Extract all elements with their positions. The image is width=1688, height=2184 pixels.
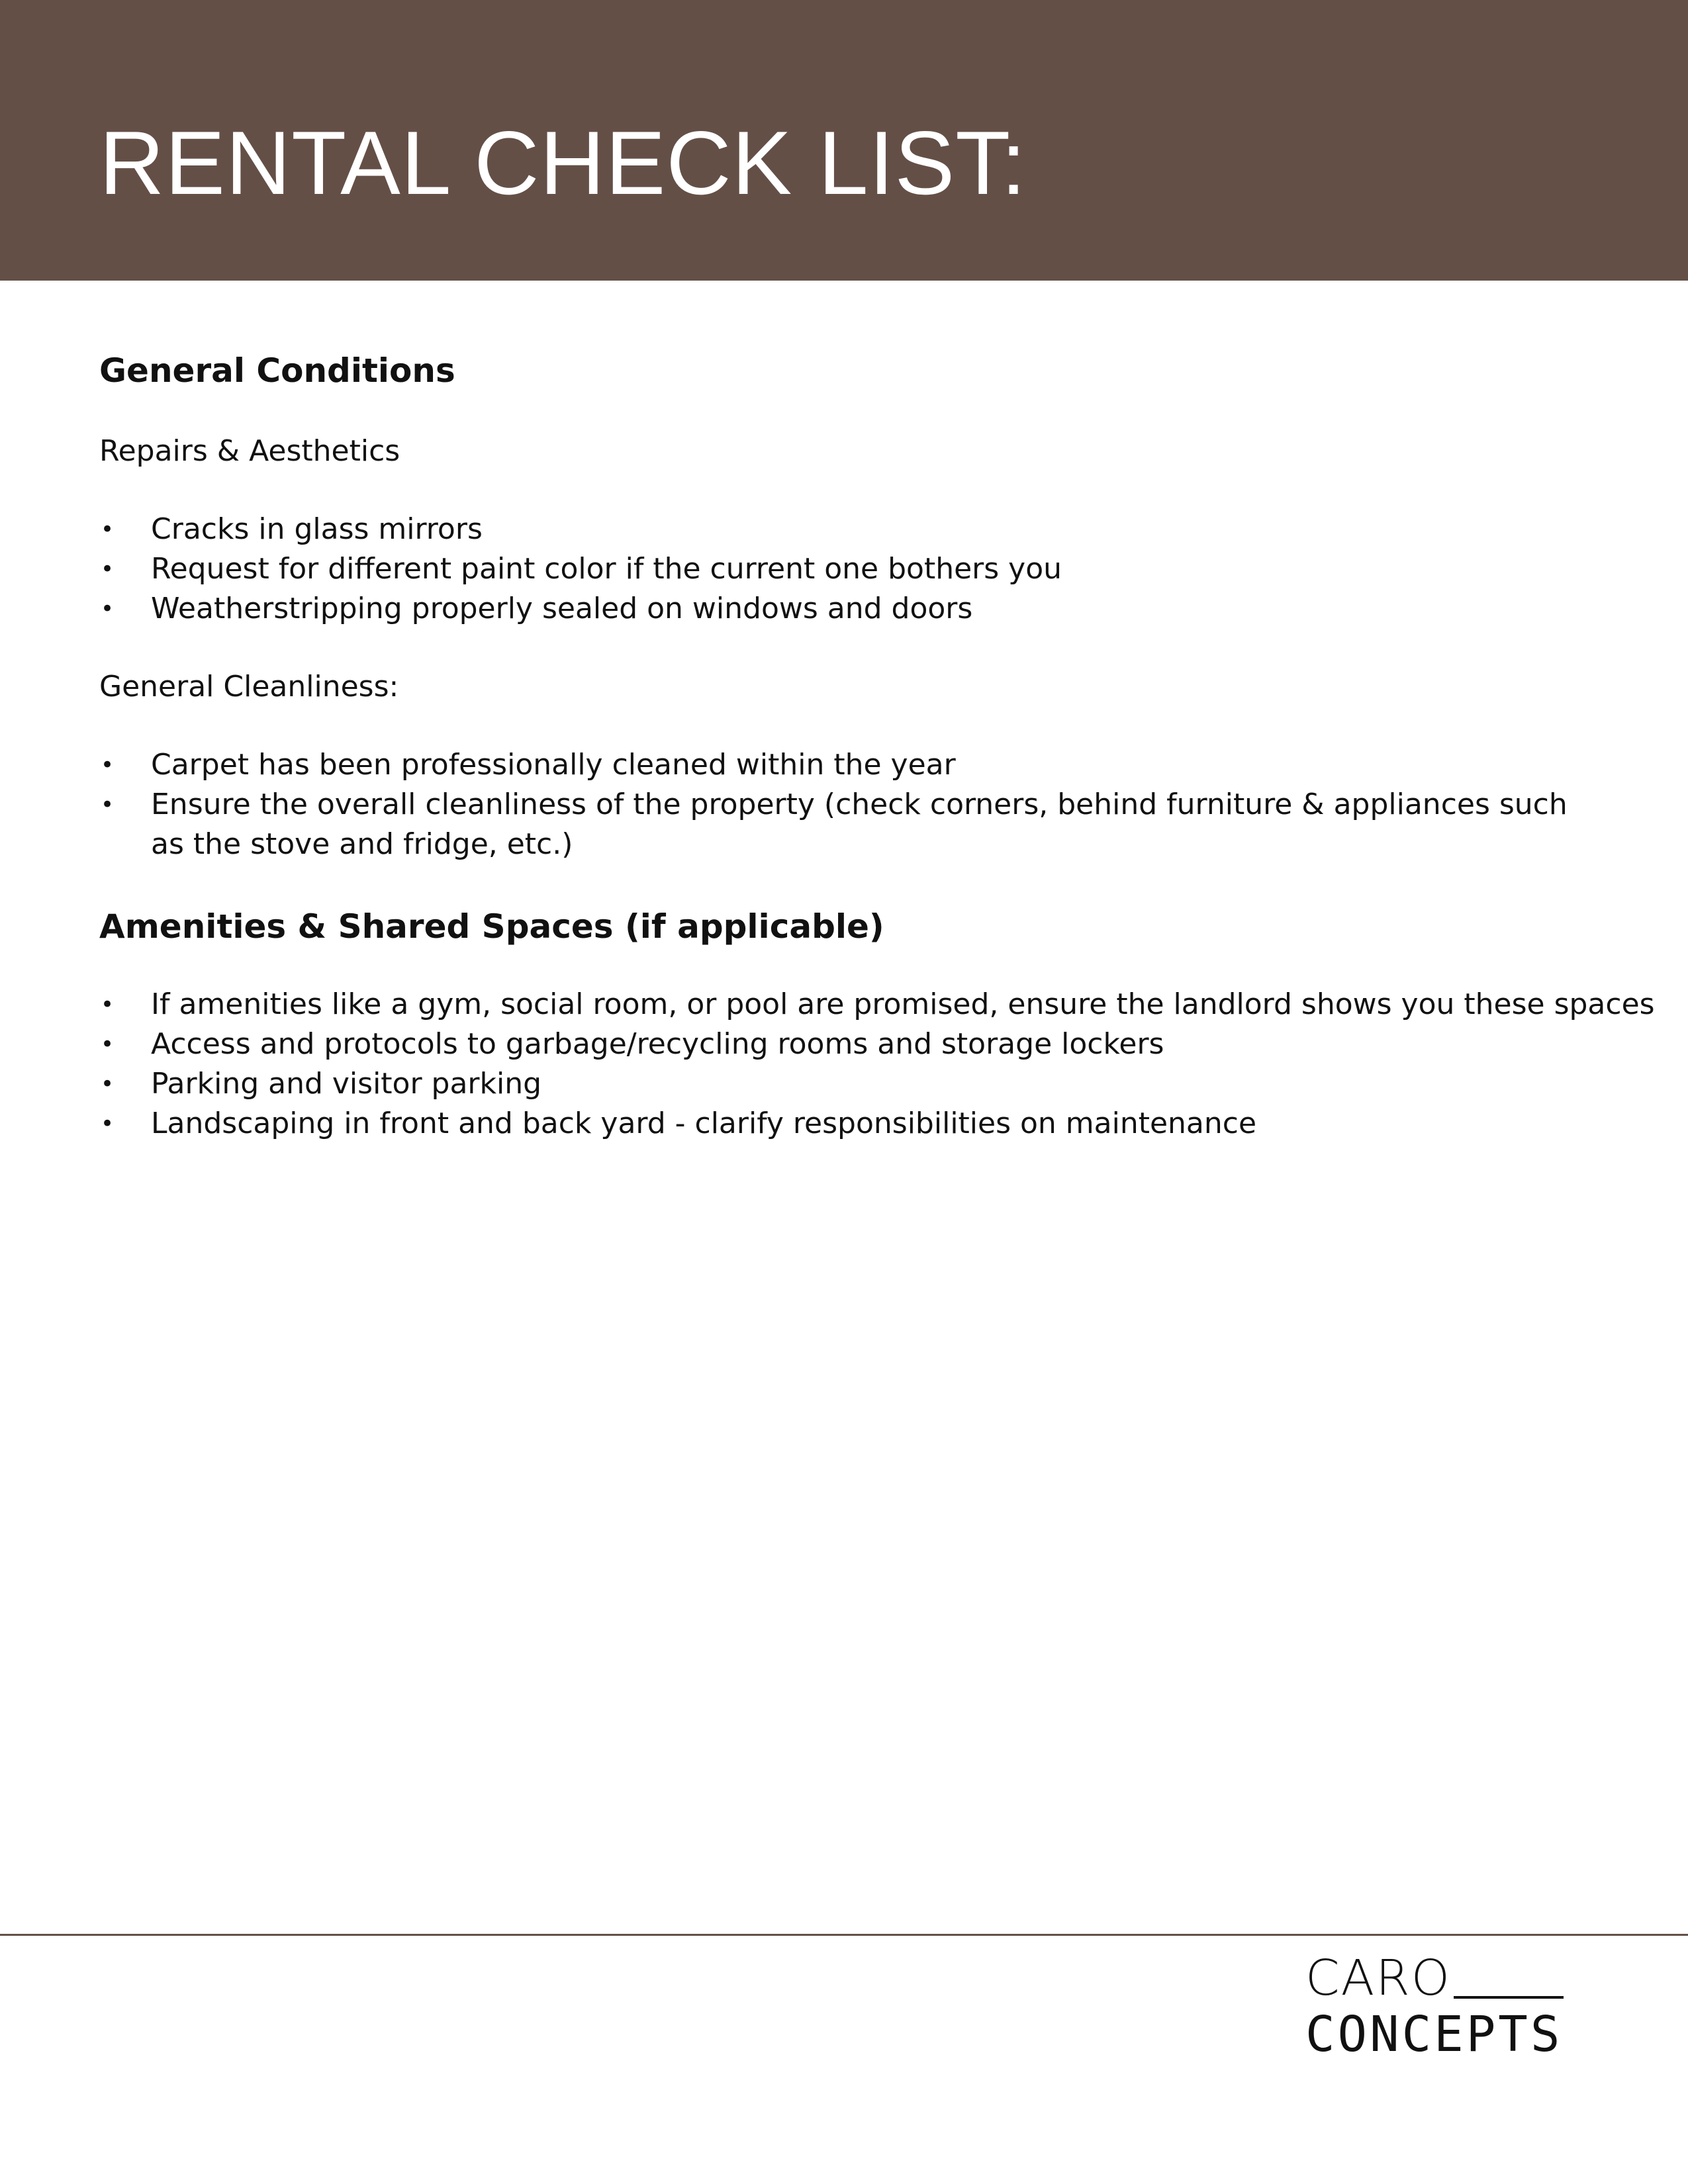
bullet-icon: • <box>101 991 115 1018</box>
page-title: RENTAL CHECK LIST: <box>99 113 1027 213</box>
list-item: • Cracks in glass mirrors <box>99 510 1589 549</box>
list-repairs-aesthetics <box>99 510 1589 629</box>
bullet-icon: • <box>101 752 115 778</box>
list-item: • Parking and visitor parking <box>99 1064 1589 1104</box>
bullet-icon: • <box>101 516 115 543</box>
list-item: • Landscaping in front and back yard - clarify responsibilities on maintenance <box>99 1104 1589 1144</box>
logo-line-1: CARO <box>1305 1951 1564 2005</box>
checklist-content <box>99 351 1655 1144</box>
section-heading-amenities: Amenities & Shared Spaces (if applicable) <box>99 907 884 946</box>
subheading-general-cleanliness: General Cleanliness: <box>99 670 399 704</box>
bullet-icon: • <box>101 1111 115 1137</box>
caro-concepts-logo <box>1305 1951 1564 2062</box>
footer-divider <box>0 1934 1688 1936</box>
list-item: • If amenities like a gym, social room, or pool are promised, ensure the landlord shows you these spaces <box>99 985 1589 1024</box>
header-band <box>0 0 1688 281</box>
list-item: • Access and protocols to garbage/recycling rooms and storage lockers <box>99 1024 1589 1064</box>
logo-line-2: CONCEPTS <box>1305 2006 1563 2063</box>
list-item: • Ensure the overall cleanliness of the property (check corners, behind furniture & appliances such as the stove and fridge, etc.) <box>99 785 1589 864</box>
bullet-icon: • <box>101 1031 115 1058</box>
list-item: • Carpet has been professionally cleaned within the year <box>99 745 1589 785</box>
bullet-icon: • <box>101 1071 115 1097</box>
list-item: • Request for different paint color if the current one bothers you <box>99 549 1589 589</box>
subheading-repairs-aesthetics: Repairs & Aesthetics <box>99 434 400 468</box>
list-amenities <box>99 985 1655 1144</box>
bullet-icon: • <box>101 792 115 818</box>
list-general-cleanliness <box>99 745 1589 864</box>
bullet-icon: • <box>101 596 115 622</box>
list-item: • Weatherstripping properly sealed on windows and doors <box>99 589 1589 629</box>
bullet-icon: • <box>101 556 115 582</box>
section-heading-general-conditions: General Conditions <box>99 351 455 390</box>
logo-rule <box>1454 1996 1564 1999</box>
